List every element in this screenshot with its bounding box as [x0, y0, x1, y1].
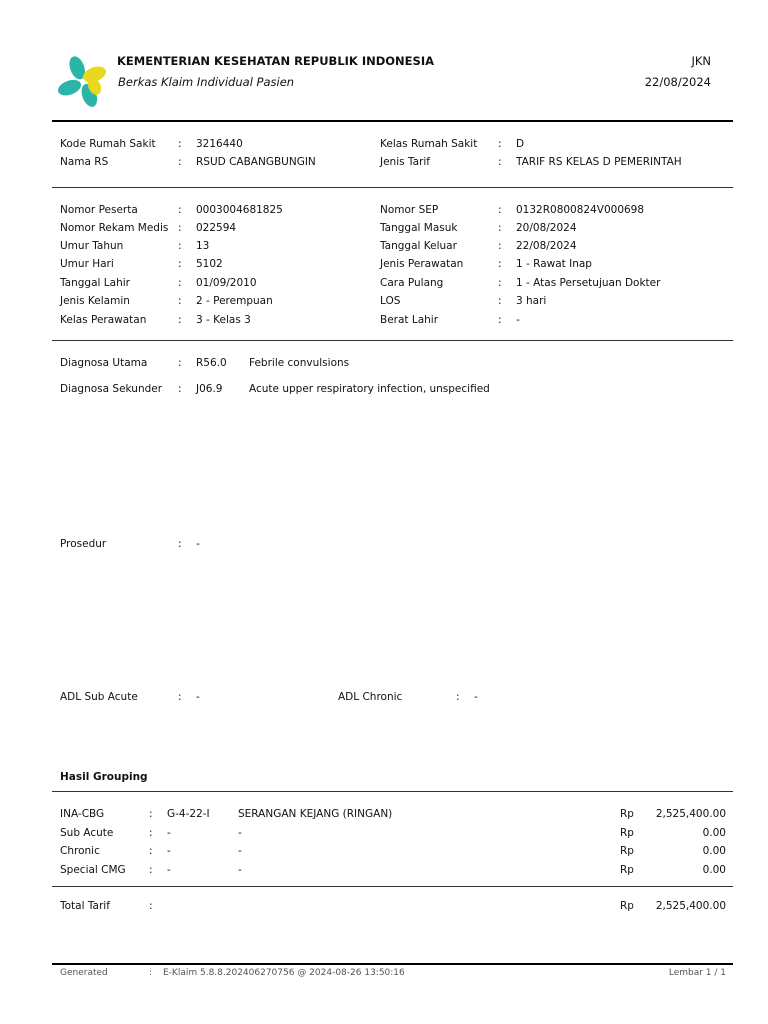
footer-divider: [52, 963, 733, 965]
generated-label: Generated: [60, 968, 108, 978]
grouping-title: Hasil Grouping: [60, 771, 148, 783]
field-value: RSUD CABANGBUNGIN: [196, 156, 316, 168]
colon: :: [498, 258, 502, 270]
field-value: 0003004681825: [196, 204, 283, 216]
colon: :: [178, 357, 182, 369]
field-label: Kode Rumah Sakit: [60, 138, 156, 150]
ministry-logo: [55, 52, 109, 110]
divider: [52, 886, 733, 887]
currency: Rp: [620, 864, 634, 876]
field-label: Umur Tahun: [60, 240, 124, 252]
colon: :: [456, 691, 460, 703]
field-label: Nomor Peserta: [60, 204, 138, 216]
colon: :: [149, 968, 153, 978]
colon: :: [178, 222, 182, 234]
total-tarif-label: Total Tarif: [60, 900, 110, 912]
colon: :: [178, 691, 182, 703]
field-label: Berat Lahir: [380, 314, 439, 326]
colon: :: [178, 538, 182, 550]
field-value: TARIF RS KELAS D PEMERINTAH: [516, 156, 682, 168]
grouping-label: Chronic: [60, 845, 100, 857]
grouping-code: -: [167, 864, 171, 876]
diagnosa-utama-code: R56.0: [196, 357, 227, 369]
colon: :: [498, 314, 502, 326]
colon: :: [149, 808, 153, 820]
colon: :: [149, 864, 153, 876]
diagnosa-sekunder-desc: Acute upper respiratory infection, unspecified: [249, 383, 490, 395]
grouping-label: INA-CBG: [60, 808, 105, 820]
field-label: Nama RS: [60, 156, 109, 168]
colon: :: [149, 827, 153, 839]
grouping-code: -: [167, 845, 171, 857]
currency: Rp: [620, 900, 634, 912]
diagnosa-utama-desc: Febrile convulsions: [249, 357, 350, 369]
colon: :: [178, 277, 182, 289]
colon: :: [178, 156, 182, 168]
grouping-desc: -: [238, 864, 242, 876]
field-label: Tanggal Masuk: [380, 222, 458, 234]
colon: :: [498, 204, 502, 216]
grouping-amount: 0.00: [702, 827, 726, 839]
field-label: Kelas Rumah Sakit: [380, 138, 478, 150]
colon: :: [178, 138, 182, 150]
field-label: Jenis Kelamin: [60, 295, 130, 307]
colon: :: [498, 277, 502, 289]
colon: :: [149, 845, 153, 857]
colon: :: [178, 295, 182, 307]
divider: [52, 791, 733, 792]
grouping-amount: 2,525,400.00: [655, 808, 726, 820]
colon: :: [178, 383, 182, 395]
currency: Rp: [620, 808, 634, 820]
divider: [52, 120, 733, 122]
field-value: 022594: [196, 222, 237, 234]
field-label: Cara Pulang: [380, 277, 444, 289]
grouping-desc: SERANGAN KEJANG (RINGAN): [238, 808, 393, 820]
field-value: D: [516, 138, 525, 150]
adl-chronic-value: -: [474, 691, 478, 703]
field-value: 22/08/2024: [516, 240, 577, 252]
colon: :: [498, 295, 502, 307]
grouping-desc: -: [238, 845, 242, 857]
field-value: 01/09/2010: [196, 277, 257, 289]
colon: :: [178, 314, 182, 326]
field-value: 3216440: [196, 138, 243, 150]
colon: :: [178, 258, 182, 270]
grouping-amount: 0.00: [702, 845, 726, 857]
field-value: 20/08/2024: [516, 222, 577, 234]
field-value: 3 hari: [516, 295, 547, 307]
divider: [52, 187, 733, 188]
field-value: 2 - Perempuan: [196, 295, 273, 307]
colon: :: [498, 240, 502, 252]
grouping-desc: -: [238, 827, 242, 839]
field-label: Nomor Rekam Medis: [60, 222, 169, 234]
field-value: 1 - Atas Persetujuan Dokter: [516, 277, 661, 289]
colon: :: [498, 156, 502, 168]
adl-chronic-label: ADL Chronic: [338, 691, 403, 703]
colon: :: [498, 222, 502, 234]
prosedur-label: Prosedur: [60, 538, 107, 550]
colon: :: [498, 138, 502, 150]
field-label: Tanggal Keluar: [380, 240, 457, 252]
colon: :: [178, 240, 182, 252]
program-label: JKN: [691, 54, 711, 68]
field-value: 0132R0800824V000698: [516, 204, 645, 216]
diagnosa-sekunder-label: Diagnosa Sekunder: [60, 383, 163, 395]
field-label: Jenis Perawatan: [380, 258, 464, 270]
currency: Rp: [620, 845, 634, 857]
field-label: Tanggal Lahir: [60, 277, 130, 289]
diagnosa-sekunder-code: J06.9: [196, 383, 223, 395]
document-subtitle: Berkas Klaim Individual Pasien: [118, 75, 295, 89]
prosedur-value: -: [196, 538, 200, 550]
grouping-label: Special CMG: [60, 864, 126, 876]
field-value: 13: [196, 240, 210, 252]
adl-sub-acute-label: ADL Sub Acute: [60, 691, 138, 703]
field-value: 5102: [196, 258, 223, 270]
colon: :: [149, 900, 153, 912]
ministry-title: KEMENTERIAN KESEHATAN REPUBLIK INDONESIA: [117, 54, 435, 68]
grouping-code: -: [167, 827, 171, 839]
field-value: 3 - Kelas 3: [196, 314, 251, 326]
field-label: LOS: [380, 295, 401, 307]
header-date: 22/08/2024: [644, 75, 711, 89]
grouping-label: Sub Acute: [60, 827, 114, 839]
field-label: Umur Hari: [60, 258, 114, 270]
field-value: -: [516, 314, 520, 326]
field-label: Nomor SEP: [380, 204, 439, 216]
grouping-amount: 0.00: [702, 864, 726, 876]
grouping-code: G-4-22-I: [167, 808, 210, 820]
diagnosa-utama-label: Diagnosa Utama: [60, 357, 148, 369]
field-label: Jenis Tarif: [380, 156, 430, 168]
generated-value: E-Klaim 5.8.8.202406270756 @ 2024-08-26 13:50:16: [163, 968, 405, 978]
field-value: 1 - Rawat Inap: [516, 258, 592, 270]
currency: Rp: [620, 827, 634, 839]
page-number: Lembar 1 / 1: [668, 968, 726, 978]
field-label: Kelas Perawatan: [60, 314, 147, 326]
adl-sub-acute-value: -: [196, 691, 200, 703]
divider: [52, 340, 733, 341]
total-tarif-amount: 2,525,400.00: [655, 900, 726, 912]
colon: :: [178, 204, 182, 216]
